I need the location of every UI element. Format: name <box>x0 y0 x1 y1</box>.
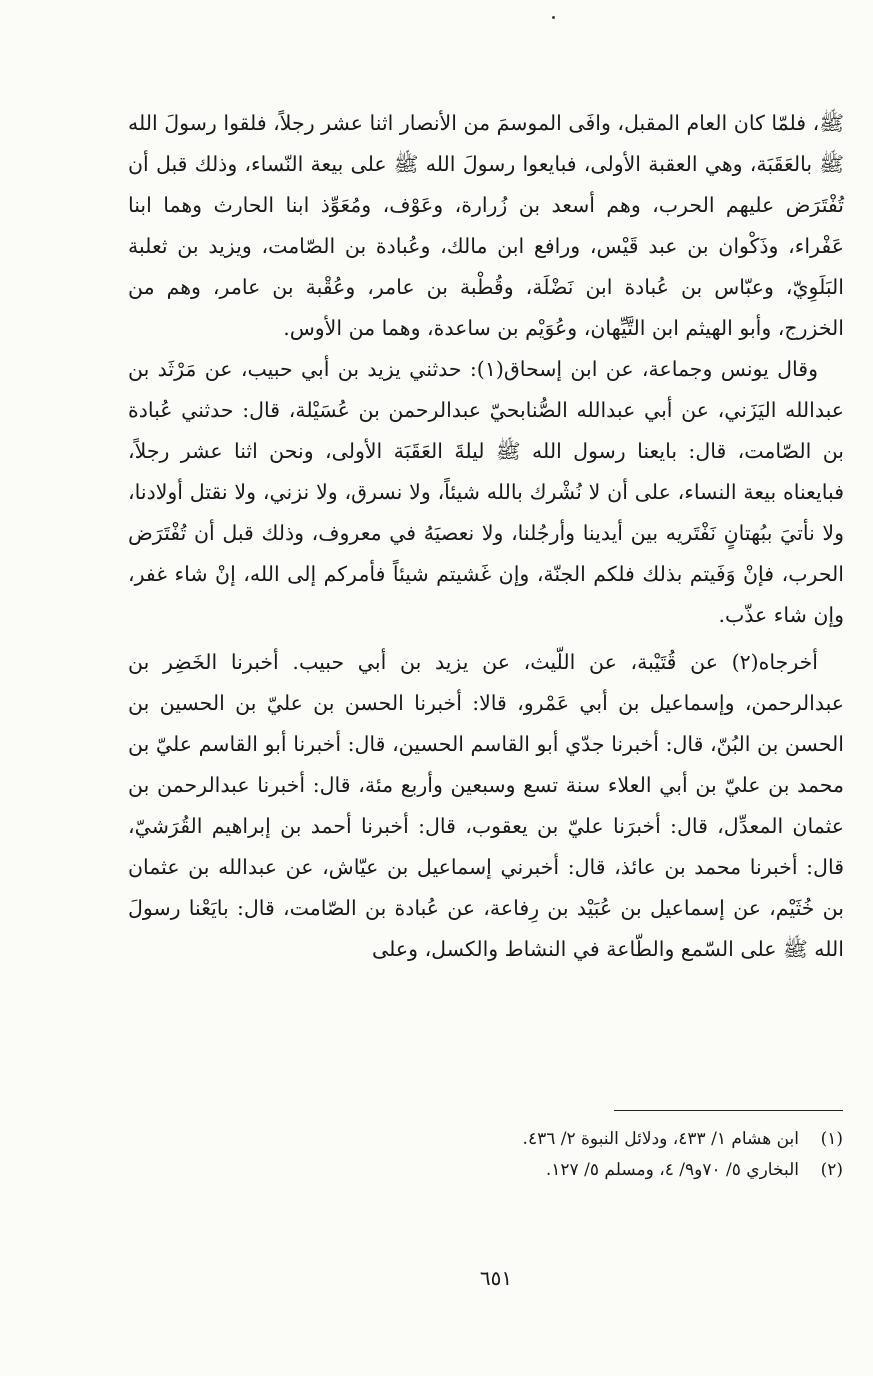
footnote-number: (٢) <box>820 1160 843 1180</box>
footnote-2 <box>380 1155 843 1186</box>
footnote-1 <box>380 1124 843 1155</box>
footnote-text: ابن هشام ١/ ٤٣٣، ودلائل النبوة ٢/ ٤٣٦. <box>522 1129 799 1149</box>
footnotes <box>380 1124 843 1186</box>
footnote-number: (١) <box>820 1129 843 1149</box>
footnote-text: البخاري ٥/ ٧٠و٩/ ٤، ومسلم ٥/ ١٢٧. <box>545 1160 799 1180</box>
page-number: ٦٥١ <box>479 1266 513 1290</box>
paragraph-1: ﷺ، فلمّا كان العام المقبل، وافَى الموسمَ من الأنصار اثنا عشر رجلاً، فلقوا رسولَ الله ﷺ بالعَقَبَة، وهي العقبة الأولى، فبايعوا رسولَ الله ﷺ على بيعة النّساء، وذلك قبل أن تُفْتَرَض عليهم الحرب، وهم أسعد بن زُرارة، وعَوْف، ومُعَوِّذ ابنا الحارث وهما ابنا عَفْراء، وذَكْوان بن عبد قَيْس، ورافع ابن مالك، وعُبادة بن الصّامت، ويزيد بن ثعلبة البَلَوِيّ، وعبّاس بن عُبادة ابن نَضْلَة، وقُطْبة بن عامر، وعُقْبة بن عامر، وهم من الخزرج، وأبو الهيثم ابن التَّيِّهان، وعُوَيْم بن ساعدة، وهما من الأوس. <box>128 111 844 340</box>
main-text <box>128 103 844 970</box>
footnote-separator <box>614 1110 843 1111</box>
scan-speck <box>552 16 555 19</box>
paragraph-3: أخرجاه(٢) عن قُتَيْبة، عن اللّيث، عن يزيد بن أبي حبيب. أخبرنا الخَضِر بن عبدالرحمن، وإسماعيل بن أبي عَمْرو، قالا: أخبرنا الحسن بن عليّ بن الحسين بن الحسن بن البُنّ، قال: أخبرنا جدّي أبو القاسم الحسين، قال: أخبرنا أبو القاسم عليّ بن محمد بن عليّ بن أبي العلاء سنة تسع وسبعين وأربع مئة، قال: أخبرنا عبدالرحمن بن عثمان المعدِّل، قال: أخبرَنا عليّ بن يعقوب، قال: أخبرنا أحمد بن إبراهيم القُرَشيّ، قال: أخبرنا محمد بن عائذ، قال: أخبرني إسماعيل بن عيّاش، عن عبدالله بن عثمان بن خُثَيْم، عن إسماعيل بن عُبَيْد بن رِفاعة، عن عُبادة بن الصّامت، قال: بايَعْنا رسولَ الله ﷺ على السّمع والطّاعة في النشاط والكسل، وعلى <box>128 650 844 961</box>
paragraph-2: وقال يونس وجماعة، عن ابن إسحاق(١): حدثني يزيد بن أبي حبيب، عن مَرْثَد بن عبدالله اليَزَني، عن أبي عبدالله الصُّنابحيّ عبدالرحمن بن عُسَيْلة، قال: حدثني عُبادة بن الصّامت، قال: بايعنا رسول الله ﷺ ليلةَ العَقَبَة الأولى، ونحن اثنا عشر رجلاً، فبايعناه بيعة النساء، على أن لا نُشْرك بالله شيئاً، ولا نسرق، ولا نزني، ولا نقتل أولادنا، ولا نأتيَ ببُهتانٍ نَفْتَريه بين أيدينا وأرجُلنا، ولا نعصيَهُ في معروف، وذلك قبل أن تُفْتَرَض الحرب، فإنْ وَفَيتم بذلك فلكم الجنّة، وإن غَشيتم شيئاً فأمركم إلى الله، إنْ شاء غفر، وإن شاء عذّب. <box>128 357 844 627</box>
